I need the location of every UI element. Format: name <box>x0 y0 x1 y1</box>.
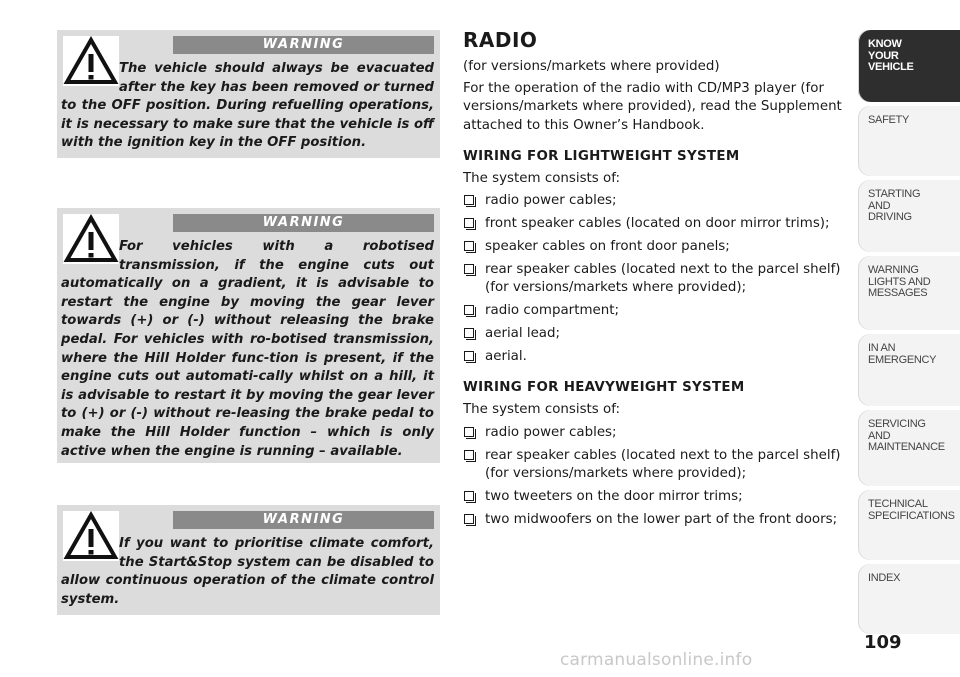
warning-text: For vehicles with a robotised transmission, if the engine cuts out automatically on a gradient, it is advisable to restart the engine by moving the gear lever towards (+) or (-) without releasing the brake pedal. For vehicles with ro-botised transmission, where the Hill Holder func-tion is present, if the engine cuts out automati-cally whilst on a hill, it is advisable to restart it by moving the gear lever to (+) or (-) without re-leasing the brake pedal to make the Hill Holder function – which is only active when the engine is running – available. <box>61 239 434 459</box>
component-list <box>463 424 850 529</box>
checkbox-bullet-icon <box>464 195 474 205</box>
checkbox-bullet-icon <box>464 514 474 524</box>
checkbox-bullet-icon <box>464 264 474 274</box>
section-title: RADIO <box>463 28 538 52</box>
list-item: rear speaker cables (located next to the parcel shelf) (for versions/markets where provided); <box>463 261 850 297</box>
list-item: speaker cables on front door panels; <box>463 238 850 256</box>
main-content <box>463 28 850 534</box>
subsection-heading: WIRING FOR HEAVYWEIGHT SYSTEM <box>463 380 745 396</box>
list-item: two tweeters on the door mirror trims; <box>463 488 850 506</box>
watermark: carmanualsonline.info <box>560 650 753 670</box>
checkbox-bullet-icon <box>464 427 474 437</box>
list-item: radio compartment; <box>463 302 850 320</box>
tab-in-an-emergency[interactable]: IN AN EMERGENCY <box>858 334 960 406</box>
list-item: two midwoofers on the lower part of the front doors; <box>463 511 850 529</box>
page-number: 109 <box>864 632 902 653</box>
list-item: radio power cables; <box>463 192 850 210</box>
tab-know-your-vehicle[interactable]: KNOW YOUR VEHICLE <box>858 30 960 102</box>
tab-starting-and-driving[interactable]: STARTING AND DRIVING <box>858 180 960 252</box>
list-item: radio power cables; <box>463 424 850 442</box>
checkbox-bullet-icon <box>464 218 474 228</box>
checkbox-bullet-icon <box>464 328 474 338</box>
tab-servicing-and-maintenance[interactable]: SERVICING AND MAINTENANCE <box>858 410 960 486</box>
tab-index[interactable]: INDEX <box>858 564 960 634</box>
list-item: rear speaker cables (located next to the parcel shelf) (for versions/markets where provided); <box>463 447 850 483</box>
subsection-lead: The system consists of: <box>463 402 620 418</box>
checkbox-bullet-icon <box>464 450 474 460</box>
checkbox-bullet-icon <box>464 305 474 315</box>
list-item: aerial. <box>463 348 850 366</box>
subsection-lead: The system consists of: <box>463 170 620 186</box>
warning-label: WARNING <box>173 214 434 232</box>
warning-label: WARNING <box>173 36 434 54</box>
tab-technical-specifications[interactable]: TECHNICAL SPECIFICATIONS <box>858 490 960 560</box>
warning-text: If you want to prioritise climate comfort, the Start&Stop system can be disabled to allow continuous operation of the climate control system. <box>61 536 434 607</box>
warning-box-1 <box>57 30 440 158</box>
list-item: aerial lead; <box>463 325 850 343</box>
list-item: front speaker cables (located on door mirror trims); <box>463 215 850 233</box>
warning-label: WARNING <box>173 511 434 529</box>
component-list <box>463 192 850 366</box>
checkbox-bullet-icon <box>464 351 474 361</box>
checkbox-bullet-icon <box>464 491 474 501</box>
warning-text: The vehicle should always be evacuated after the key has been removed or turned to the OFF position. During refuelling operations, it is necessary to make sure that the vehicle is off with the ignition key in the OFF position. <box>61 61 434 151</box>
subsection-heading: WIRING FOR LIGHTWEIGHT SYSTEM <box>463 148 740 164</box>
tab-warning-lights-and-messages[interactable]: WARNING LIGHTS AND MESSAGES <box>858 256 960 330</box>
intro-paragraph: For the operation of the radio with CD/MP3 player (for versions/markets where provided), read the Supplement attached to this Owner’s Handbook. <box>463 81 842 133</box>
warning-box-3 <box>57 505 440 615</box>
warning-box-2 <box>57 208 440 463</box>
checkbox-bullet-icon <box>464 241 474 251</box>
tab-safety[interactable]: SAFETY <box>858 106 960 176</box>
availability-note: (for versions/markets where provided) <box>463 59 720 74</box>
